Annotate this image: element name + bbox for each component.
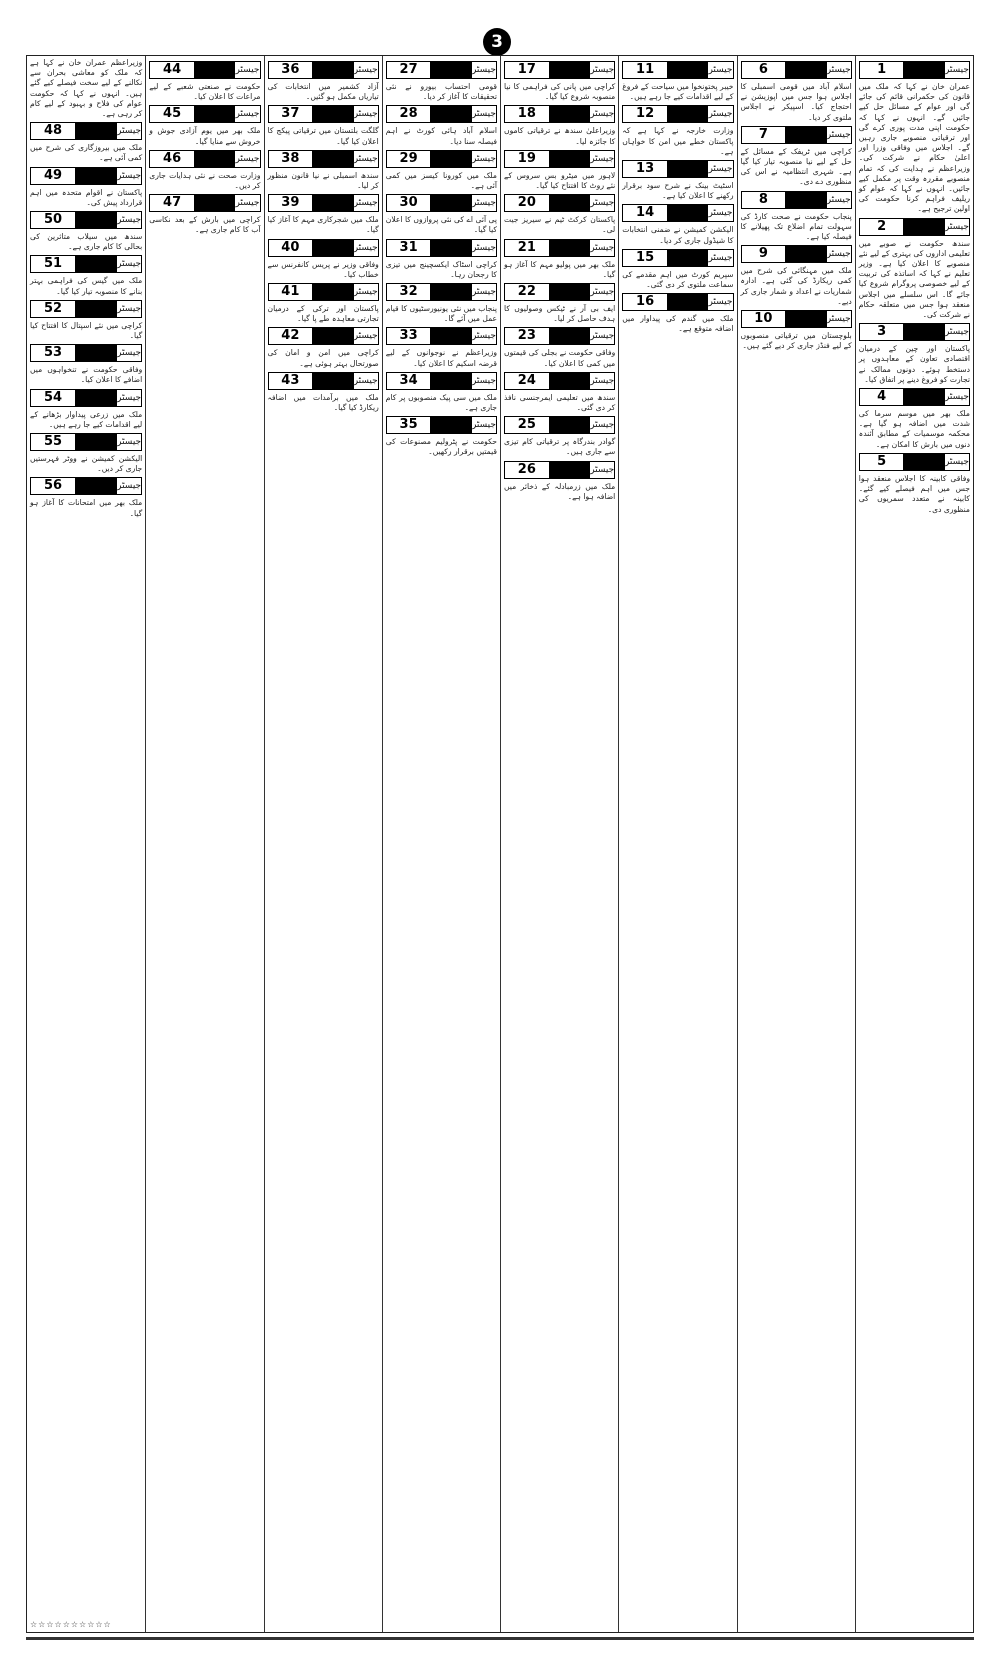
question-header-bar	[312, 240, 354, 256]
question-header-bar	[430, 417, 472, 433]
column-8	[27, 56, 145, 1632]
article-paragraph: عمران خان نے کہا کہ ملک میں قانون کی حکمرانی قائم کی جائے گی اور عوام کے مسائل حل کیے جائیں گے۔ انہوں نے کہا کہ حکومت اپنی مدت پوری کرے گی اور ترقیاتی منصوبے جاری رہیں گے۔ اجلاس میں وفاقی وزرا اور اعلیٰ حکام نے شرکت کی۔ وزیراعظم نے ہدایت کی کہ تمام منصوبے مقررہ وقت پر مکمل کیے جائیں۔ انہوں نے کہا کہ عوام کو ریلیف فراہم کرنا حکومت کی اولین ترجیح ہے۔	[858, 82, 970, 214]
question-label: جیسٹر	[354, 373, 378, 389]
question-number: 3	[860, 324, 904, 340]
column-2	[737, 56, 855, 1632]
question-number: 56	[31, 478, 75, 494]
question-label: جیسٹر	[117, 345, 141, 361]
question-number: 30	[387, 195, 431, 211]
question-header	[859, 388, 970, 406]
article-paragraph: وفاقی وزیر نے پریس کانفرنس سے خطاب کیا۔	[267, 259, 379, 279]
article-paragraph: اسلام آباد میں قومی اسمبلی کا اجلاس ہوا جس میں اپوزیشن نے احتجاج کیا۔ اسپیکر نے اجلاس ملتوی کر دیا۔	[740, 82, 852, 122]
question-label: جیسٹر	[472, 195, 496, 211]
article-paragraph: پنجاب میں نئی یونیورسٹیوں کا قیام عمل میں آئے گا۔	[385, 304, 497, 324]
question-label: جیسٹر	[117, 434, 141, 450]
question-header	[622, 61, 733, 79]
question-label: جیسٹر	[945, 389, 969, 405]
question-header-bar	[75, 123, 117, 139]
question-header	[386, 105, 497, 123]
article-paragraph: کراچی اسٹاک ایکسچینج میں تیزی کا رجحان رہا۔	[385, 259, 497, 279]
question-label: جیسٹر	[945, 324, 969, 340]
question-header-bar	[430, 151, 472, 167]
question-header	[859, 61, 970, 79]
question-header	[504, 61, 615, 79]
question-label: جیسٹر	[472, 106, 496, 122]
question-label: جیسٹر	[590, 462, 614, 478]
question-number: 37	[269, 106, 313, 122]
article-paragraph: ملک میں کورونا کیسز میں کمی آئی ہے۔	[385, 170, 497, 191]
question-header-bar	[430, 62, 472, 78]
question-number: 53	[31, 345, 75, 361]
article-paragraph: وزیراعظم عمران خان نے کہا ہے کہ ملک کو معاشی بحران سے نکالنے کے لیے سخت فیصلے کیے گئے ہیں۔ انہوں نے کہا کہ حکومت عوام کی فلاح و بہبود کے لیے کام کر رہی ہے۔	[30, 58, 143, 119]
question-header	[741, 191, 852, 209]
question-number: 5	[860, 454, 904, 470]
question-header	[504, 327, 615, 345]
column-3	[618, 56, 736, 1632]
question-label: جیسٹر	[945, 62, 969, 78]
page-number-badge: 3	[483, 28, 511, 56]
column-1	[855, 56, 973, 1632]
question-number: 41	[269, 284, 313, 300]
question-number: 11	[623, 62, 667, 78]
question-number: 34	[387, 373, 431, 389]
question-header-bar	[549, 373, 591, 389]
question-header-bar	[785, 192, 827, 208]
article-paragraph: ملک بھر میں امتحانات کا آغاز ہو گیا۔	[30, 498, 143, 518]
question-number: 1	[860, 62, 904, 78]
question-header	[30, 389, 142, 407]
question-label: جیسٹر	[354, 328, 378, 344]
question-number: 44	[150, 62, 194, 78]
question-label: جیسٹر	[117, 123, 141, 139]
question-header-bar	[667, 294, 709, 310]
article-paragraph: سندھ حکومت نے صوبے میں تعلیمی اداروں کی بہتری کے لیے نئے منصوبے کا اعلان کیا ہے۔ وزیر تعلیم نے کہا کہ اساتذہ کی تربیت کے لیے خصوصی پروگرام شروع کیا جائے گا۔ اس سلسلے میں اجلاس منعقد ہوا جس میں متعلقہ حکام نے شرکت کی۔	[858, 238, 970, 320]
question-header-bar	[75, 212, 117, 228]
question-number: 2	[860, 219, 904, 235]
question-header-bar	[312, 373, 354, 389]
question-number: 6	[742, 62, 786, 78]
question-header-bar	[549, 240, 591, 256]
article-paragraph: ملک میں شجرکاری مہم کا آغاز کیا گیا۔	[267, 215, 379, 235]
question-label: جیسٹر	[590, 195, 614, 211]
question-header	[504, 461, 615, 479]
question-header-bar	[75, 345, 117, 361]
question-label: جیسٹر	[354, 195, 378, 211]
article-paragraph: آزاد کشمیر میں انتخابات کی تیاریاں مکمل ہو گئیں۔	[267, 82, 379, 102]
question-header	[386, 150, 497, 168]
article-paragraph: ملک میں گیس کی فراہمی بہتر بنانے کا منصوبہ تیار کیا گیا۔	[30, 276, 143, 296]
question-header-bar	[75, 256, 117, 272]
article-paragraph: ملک میں زرمبادلہ کے ذخائر میں اضافہ ہوا ہے۔	[504, 481, 616, 501]
question-number: 12	[623, 106, 667, 122]
question-label: جیسٹر	[708, 294, 732, 310]
article-paragraph: گوادر بندرگاہ پر ترقیاتی کام تیزی سے جاری ہیں۔	[504, 437, 616, 457]
article-paragraph: ملک میں بیروزگاری کی شرح میں کمی آئی ہے۔	[30, 143, 143, 163]
question-header	[741, 61, 852, 79]
article-paragraph: کراچی میں بارش کے بعد نکاسی آب کا کام جاری ہے۔	[149, 215, 261, 235]
question-number: 31	[387, 240, 431, 256]
question-label: جیسٹر	[590, 417, 614, 433]
question-number: 52	[31, 301, 75, 317]
question-number: 8	[742, 192, 786, 208]
article-paragraph: ملک میں مہنگائی کی شرح میں کمی ریکارڈ کی گئی ہے۔ ادارہ شماریات نے اعداد و شمار جاری کر دیے۔	[740, 266, 852, 306]
question-number: 49	[31, 168, 75, 184]
question-header-bar	[75, 301, 117, 317]
article-paragraph: وزارت خارجہ نے کہا ہے کہ پاکستان خطے میں امن کا خواہاں ہے۔	[622, 126, 734, 156]
article-paragraph: پاکستان اور چین کے درمیان اقتصادی تعاون کے معاہدوں پر دستخط ہوئے۔ دونوں ممالک نے تجارت کو فروغ دینے پر اتفاق کیا۔	[858, 344, 970, 384]
question-header	[622, 293, 733, 311]
question-header-bar	[312, 106, 354, 122]
article-paragraph: گلگت بلتستان میں ترقیاتی پیکج کا اعلان کیا گیا۔	[267, 126, 379, 146]
article-paragraph: وفاقی حکومت نے تنخواہوں میں اضافے کا اعلان کیا۔	[30, 365, 143, 385]
question-header	[741, 126, 852, 144]
question-number: 15	[623, 250, 667, 266]
question-header	[386, 239, 497, 257]
question-number: 20	[505, 195, 549, 211]
article-paragraph: حکومت نے پٹرولیم مصنوعات کی قیمتیں برقرار رکھیں۔	[385, 437, 497, 457]
article-paragraph: ملک بھر میں پولیو مہم کا آغاز ہو گیا۔	[504, 259, 616, 279]
question-header-bar	[903, 454, 945, 470]
question-header	[268, 61, 379, 79]
article-paragraph: پاکستان کرکٹ ٹیم نے سیریز جیت لی۔	[504, 215, 616, 235]
question-header	[30, 433, 142, 451]
article-paragraph: الیکشن کمیشن نے ووٹر فہرستیں جاری کر دیں۔	[30, 454, 143, 474]
question-number: 10	[742, 311, 786, 327]
question-header	[622, 105, 733, 123]
question-header-bar	[903, 389, 945, 405]
question-label: جیسٹر	[117, 212, 141, 228]
question-header-bar	[75, 390, 117, 406]
footer-stars: ☆☆☆☆☆☆☆☆☆☆	[30, 1620, 112, 1629]
column-7	[145, 56, 263, 1632]
question-number: 29	[387, 151, 431, 167]
question-header	[30, 122, 142, 140]
question-number: 50	[31, 212, 75, 228]
question-header	[268, 239, 379, 257]
question-label: جیسٹر	[708, 205, 732, 221]
question-header	[504, 416, 615, 434]
question-label: جیسٹر	[827, 127, 851, 143]
question-header-bar	[430, 240, 472, 256]
question-header-bar	[75, 168, 117, 184]
question-header-bar	[667, 205, 709, 221]
question-header-bar	[312, 328, 354, 344]
question-header	[268, 283, 379, 301]
article-paragraph: پنجاب حکومت نے صحت کارڈ کی سہولت تمام اضلاع تک پھیلانے کا فیصلہ کیا ہے۔	[740, 211, 852, 242]
article-paragraph: ملک میں گندم کی پیداوار میں اضافہ متوقع ہے۔	[622, 314, 734, 334]
question-header	[268, 327, 379, 345]
question-label: جیسٹر	[945, 219, 969, 235]
question-label: جیسٹر	[708, 62, 732, 78]
question-label: جیسٹر	[472, 373, 496, 389]
article-paragraph: پاکستان نے اقوام متحدہ میں اہم قرارداد پیش کی۔	[30, 187, 143, 207]
question-header	[504, 239, 615, 257]
question-number: 17	[505, 62, 549, 78]
question-header-bar	[194, 195, 236, 211]
question-header-bar	[312, 284, 354, 300]
question-header	[622, 204, 733, 222]
question-label: جیسٹر	[590, 373, 614, 389]
question-header-bar	[75, 434, 117, 450]
article-paragraph: ملک میں برآمدات میں اضافہ ریکارڈ کیا گیا۔	[267, 392, 379, 413]
question-header	[504, 372, 615, 390]
question-number: 21	[505, 240, 549, 256]
article-paragraph: کراچی میں امن و امان کی صورتحال بہتر ہوئی ہے۔	[267, 348, 379, 368]
question-header-bar	[430, 373, 472, 389]
question-number: 36	[269, 62, 313, 78]
article-paragraph: سپریم کورٹ میں اہم مقدمے کی سماعت ملتوی کر دی گئی۔	[622, 269, 734, 290]
article-paragraph: وزیراعظم نے نوجوانوں کے لیے قرضہ اسکیم کا اعلان کیا۔	[385, 348, 497, 368]
article-paragraph: سندھ میں سیلاب متاثرین کی بحالی کا کام جاری ہے۔	[30, 232, 143, 252]
question-header	[268, 194, 379, 212]
article-paragraph: وزارت صحت نے نئی ہدایات جاری کر دیں۔	[149, 170, 261, 191]
question-header-bar	[667, 250, 709, 266]
question-number: 18	[505, 106, 549, 122]
question-header	[149, 194, 260, 212]
question-label: جیسٹر	[472, 240, 496, 256]
question-number: 23	[505, 328, 549, 344]
question-header-bar	[667, 62, 709, 78]
article-paragraph: ملک بھر میں یوم آزادی جوش و خروش سے منایا گیا۔	[149, 126, 261, 146]
question-header-bar	[903, 219, 945, 235]
question-number: 33	[387, 328, 431, 344]
question-number: 24	[505, 373, 549, 389]
question-header-bar	[549, 62, 591, 78]
question-header-bar	[430, 284, 472, 300]
article-paragraph: بلوچستان میں ترقیاتی منصوبوں کے لیے فنڈز جاری کر دیے گئے ہیں۔	[740, 331, 852, 351]
article-paragraph: خیبر پختونخوا میں سیاحت کے فروغ کے لیے اقدامات کیے جا رہے ہیں۔	[622, 82, 734, 102]
question-number: 35	[387, 417, 431, 433]
question-header	[622, 160, 733, 178]
question-number: 40	[269, 240, 313, 256]
question-number: 48	[31, 123, 75, 139]
article-paragraph: لاہور میں میٹرو بس سروس کے نئے روٹ کا افتتاح کیا گیا۔	[504, 170, 616, 191]
question-header-bar	[549, 195, 591, 211]
question-header-bar	[312, 195, 354, 211]
question-label: جیسٹر	[117, 301, 141, 317]
question-header-bar	[430, 195, 472, 211]
question-label: جیسٹر	[472, 284, 496, 300]
article-paragraph: سندھ اسمبلی نے نیا قانون منظور کر لیا۔	[267, 170, 379, 191]
column-6	[264, 56, 382, 1632]
question-header-bar	[785, 246, 827, 262]
question-header-bar	[194, 151, 236, 167]
question-header-bar	[667, 106, 709, 122]
article-paragraph: ایف بی آر نے ٹیکس وصولیوں کا ہدف حاصل کر لیا۔	[504, 304, 616, 324]
question-header-bar	[549, 462, 591, 478]
question-header-bar	[667, 161, 709, 177]
question-label: جیسٹر	[235, 62, 259, 78]
question-number: 39	[269, 195, 313, 211]
question-label: جیسٹر	[354, 151, 378, 167]
question-label: جیسٹر	[117, 168, 141, 184]
question-header	[386, 372, 497, 390]
question-header-bar	[785, 62, 827, 78]
article-paragraph: الیکشن کمیشن نے ضمنی انتخابات کا شیڈول جاری کر دیا۔	[622, 225, 734, 245]
question-header	[859, 453, 970, 471]
article-paragraph: ملک میں زرعی پیداوار بڑھانے کے لیے اقدامات کیے جا رہے ہیں۔	[30, 409, 143, 429]
question-label: جیسٹر	[235, 106, 259, 122]
question-header	[30, 300, 142, 318]
question-label: جیسٹر	[354, 240, 378, 256]
question-header-bar	[549, 106, 591, 122]
question-label: جیسٹر	[235, 151, 259, 167]
question-header	[504, 150, 615, 168]
question-number: 19	[505, 151, 549, 167]
question-label: جیسٹر	[472, 62, 496, 78]
question-number: 45	[150, 106, 194, 122]
question-header	[386, 416, 497, 434]
question-label: جیسٹر	[590, 106, 614, 122]
question-header	[504, 194, 615, 212]
question-header	[149, 150, 260, 168]
question-header-bar	[312, 62, 354, 78]
question-header-bar	[430, 328, 472, 344]
footer-rule	[26, 1637, 974, 1640]
question-header-bar	[903, 62, 945, 78]
question-label: جیسٹر	[472, 417, 496, 433]
question-number: 43	[269, 373, 313, 389]
question-header-bar	[194, 106, 236, 122]
question-header	[504, 283, 615, 301]
question-number: 46	[150, 151, 194, 167]
question-label: جیسٹر	[590, 240, 614, 256]
question-header-bar	[549, 328, 591, 344]
question-label: جیسٹر	[945, 454, 969, 470]
article-paragraph: وفاقی کابینہ کا اجلاس منعقد ہوا جس میں اہم فیصلے کیے گئے۔ کابینہ نے متعدد سمریوں کی منظوری دی۔	[858, 473, 970, 514]
question-label: جیسٹر	[590, 62, 614, 78]
article-paragraph: پاکستان اور ترکی کے درمیان تجارتی معاہدہ طے پا گیا۔	[267, 304, 379, 324]
question-label: جیسٹر	[117, 256, 141, 272]
question-header-bar	[549, 417, 591, 433]
question-number: 47	[150, 195, 194, 211]
question-number: 13	[623, 161, 667, 177]
article-paragraph: کراچی میں پانی کی فراہمی کا نیا منصوبہ شروع کیا گیا۔	[504, 82, 616, 102]
question-label: جیسٹر	[354, 284, 378, 300]
question-label: جیسٹر	[590, 328, 614, 344]
question-header-bar	[75, 478, 117, 494]
question-header	[504, 105, 615, 123]
question-header	[386, 327, 497, 345]
question-number: 7	[742, 127, 786, 143]
question-number: 9	[742, 246, 786, 262]
article-paragraph: وفاقی حکومت نے بجلی کی قیمتوں میں کمی کا اعلان کیا۔	[504, 348, 616, 368]
question-header	[268, 150, 379, 168]
question-header	[386, 194, 497, 212]
article-paragraph: اسٹیٹ بینک نے شرح سود برقرار رکھنے کا اعلان کیا ہے۔	[622, 181, 734, 201]
question-header-bar	[194, 62, 236, 78]
question-header	[149, 105, 260, 123]
question-header	[30, 255, 142, 273]
question-header	[268, 372, 379, 390]
question-number: 27	[387, 62, 431, 78]
question-number: 16	[623, 294, 667, 310]
question-header	[268, 105, 379, 123]
question-header	[149, 61, 260, 79]
question-number: 54	[31, 390, 75, 406]
question-label: جیسٹر	[354, 106, 378, 122]
question-label: جیسٹر	[827, 62, 851, 78]
question-label: جیسٹر	[708, 250, 732, 266]
question-header-bar	[903, 324, 945, 340]
question-label: جیسٹر	[117, 390, 141, 406]
question-header-bar	[549, 151, 591, 167]
question-header	[30, 344, 142, 362]
question-number: 22	[505, 284, 549, 300]
article-paragraph: حکومت نے صنعتی شعبے کے لیے مراعات کا اعلان کیا۔	[149, 82, 261, 102]
article-paragraph: سندھ میں تعلیمی ایمرجنسی نافذ کر دی گئی۔	[504, 392, 616, 413]
question-label: جیسٹر	[354, 62, 378, 78]
article-paragraph: کراچی میں نئے اسپتال کا افتتاح کیا گیا۔	[30, 320, 143, 341]
question-label: جیسٹر	[472, 151, 496, 167]
article-paragraph: اسلام آباد ہائی کورٹ نے اہم فیصلہ سنا دیا۔	[385, 126, 497, 146]
question-label: جیسٹر	[590, 284, 614, 300]
question-number: 4	[860, 389, 904, 405]
question-number: 26	[505, 462, 549, 478]
question-header-bar	[430, 106, 472, 122]
question-label: جیسٹر	[708, 106, 732, 122]
column-4	[500, 56, 618, 1632]
question-header	[859, 218, 970, 236]
question-label: جیسٹر	[590, 151, 614, 167]
question-label: جیسٹر	[117, 478, 141, 494]
question-header	[30, 477, 142, 495]
question-number: 38	[269, 151, 313, 167]
question-header	[386, 283, 497, 301]
article-paragraph: ملک بھر میں موسم سرما کی شدت میں اضافہ ہو گیا ہے۔ محکمہ موسمیات کے مطابق آئندہ دنوں میں بارش کا امکان ہے۔	[858, 409, 970, 449]
article-paragraph: پی آئی اے کی نئی پروازوں کا اعلان کیا گیا۔	[385, 215, 497, 235]
question-label: جیسٹر	[827, 246, 851, 262]
question-header	[622, 249, 733, 267]
article-paragraph: کراچی میں ٹریفک کے مسائل کے حل کے لیے نیا منصوبہ تیار کیا گیا ہے۔ شہری انتظامیہ نے اس کی منظوری دے دی۔	[740, 146, 852, 187]
question-number: 55	[31, 434, 75, 450]
question-header-bar	[312, 151, 354, 167]
article-paragraph: ملک میں سی پیک منصوبوں پر کام جاری ہے۔	[385, 392, 497, 413]
question-header	[386, 61, 497, 79]
question-header-bar	[549, 284, 591, 300]
question-label: جیسٹر	[708, 161, 732, 177]
question-header	[30, 167, 142, 185]
question-number: 28	[387, 106, 431, 122]
question-header	[741, 245, 852, 263]
column-5	[382, 56, 500, 1632]
article-paragraph: وزیراعلیٰ سندھ نے ترقیاتی کاموں کا جائزہ لیا۔	[504, 126, 616, 146]
question-header	[859, 323, 970, 341]
question-number: 14	[623, 205, 667, 221]
question-header-bar	[785, 127, 827, 143]
question-label: جیسٹر	[235, 195, 259, 211]
question-header	[741, 310, 852, 328]
question-number: 25	[505, 417, 549, 433]
question-header	[30, 211, 142, 229]
question-number: 32	[387, 284, 431, 300]
question-label: جیسٹر	[472, 328, 496, 344]
article-paragraph: قومی احتساب بیورو نے نئی تحقیقات کا آغاز کر دیا۔	[385, 82, 497, 102]
question-number: 51	[31, 256, 75, 272]
question-number: 42	[269, 328, 313, 344]
question-header-bar	[785, 311, 827, 327]
question-label: جیسٹر	[827, 311, 851, 327]
newspaper-page-grid	[26, 55, 974, 1633]
question-label: جیسٹر	[827, 192, 851, 208]
